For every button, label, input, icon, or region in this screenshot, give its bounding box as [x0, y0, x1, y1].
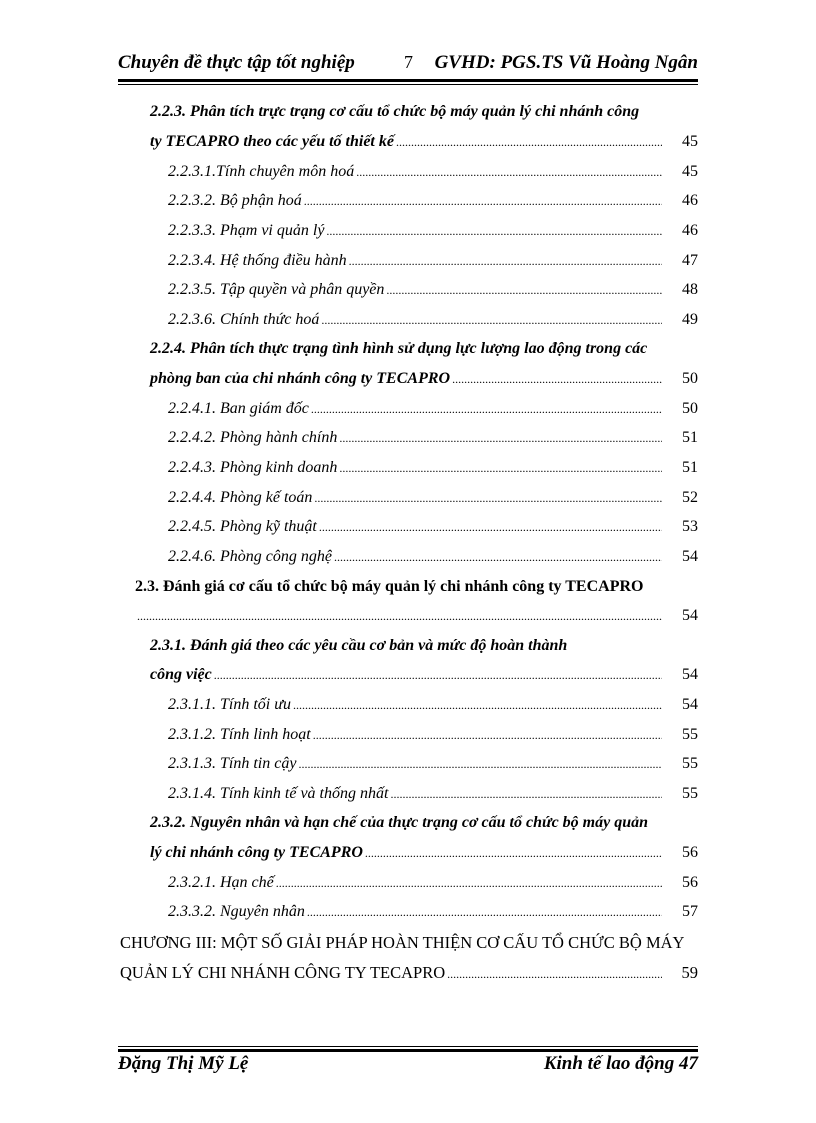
toc-leader-dots [339, 429, 662, 447]
toc-page-number: 49 [682, 311, 698, 328]
toc-page-number: 59 [681, 963, 698, 982]
page-header [118, 50, 698, 78]
toc-entry[interactable] [168, 726, 698, 752]
toc-entry[interactable] [168, 518, 698, 544]
toc-entry[interactable] [135, 607, 698, 633]
toc-entry[interactable] [168, 252, 698, 278]
toc-entry[interactable] [168, 903, 698, 929]
toc-entry-text: CHƯƠNG III: MỘT SỐ GIẢI PHÁP HOÀN THIỆN CƠ CẤU TỔ CHỨC BỘ MÁY [120, 933, 685, 952]
toc-entry-text: QUẢN LÝ CHI NHÁNH CÔNG TY TECAPRO [120, 963, 446, 982]
toc-entry-text: công việc [150, 666, 212, 683]
toc-leader-dots [321, 311, 662, 329]
toc-entry[interactable] [168, 311, 698, 337]
toc-entry[interactable] [150, 133, 698, 159]
toc-entry[interactable] [168, 163, 698, 189]
toc-entry[interactable] [168, 755, 698, 781]
toc-leader-dots [314, 489, 662, 507]
toc-entry-text: 2.3.1.3. Tính tin cậy [168, 755, 297, 772]
page-footer [118, 1053, 698, 1081]
toc-page-number: 56 [682, 874, 698, 891]
toc-entry[interactable] [168, 874, 698, 900]
toc-leader-dots [313, 726, 662, 744]
toc-entry-text: 2.2.3.2. Bộ phận hoá [168, 192, 302, 209]
toc-leader-dots [326, 222, 662, 240]
header-rule-thin [118, 84, 698, 85]
toc-leader-dots [307, 903, 662, 921]
footer-rule [118, 1049, 698, 1052]
toc-entry-text: 2.2.3.5. Tập quyền và phân quyền [168, 281, 385, 298]
toc-page-number: 54 [682, 666, 698, 683]
toc-entry-text: 2.2.3.6. Chính thức hoá [168, 311, 320, 328]
toc-entry-text: 2.2.3.1.Tính chuyên môn hoá [168, 163, 355, 180]
toc-leader-dots [293, 696, 662, 714]
toc-page-number: 50 [682, 370, 698, 387]
toc-entry[interactable] [150, 103, 698, 129]
toc-entry-text: 2.2.4.2. Phòng hành chính [168, 429, 338, 446]
header-advisor: GVHD: PGS.TS Vũ Hoàng Ngân [434, 52, 698, 73]
footer-class: Kinh tế lao động 47 [543, 1053, 698, 1074]
toc-leader-dots [304, 192, 662, 210]
toc-leader-dots [214, 666, 662, 684]
toc-entry[interactable] [168, 192, 698, 218]
toc-leader-dots [137, 607, 662, 625]
toc-leader-dots [298, 755, 662, 773]
toc-entry-text: 2.2.3.3. Phạm vi quản lý [168, 222, 325, 239]
toc-page-number: 50 [682, 400, 698, 417]
toc-page-number: 52 [682, 489, 698, 506]
toc-entry[interactable] [168, 785, 698, 811]
toc-leader-dots [452, 370, 662, 388]
toc-entry[interactable] [120, 933, 698, 959]
toc-entry-text: 2.2.4.3. Phòng kinh doanh [168, 459, 338, 476]
toc-leader-dots [319, 518, 662, 536]
toc-entry[interactable] [168, 489, 698, 515]
toc-entry-text: 2.2.4.1. Ban giám đốc [168, 400, 309, 417]
toc-page-number: 45 [682, 163, 698, 180]
toc-page-number: 53 [682, 518, 698, 535]
toc-page-number: 54 [682, 607, 698, 624]
toc-entry-text: 2.3.2.1. Hạn chế [168, 874, 274, 891]
toc-page-number: 51 [682, 429, 698, 446]
toc-page-number: 56 [682, 844, 698, 861]
toc-entry[interactable] [168, 459, 698, 485]
toc-entry[interactable] [168, 281, 698, 307]
toc-leader-dots [356, 163, 662, 181]
toc-page-number: 57 [682, 903, 698, 920]
toc-leader-dots [349, 252, 662, 270]
toc-entry[interactable] [150, 340, 698, 366]
toc-entry-text: 2.2.3.4. Hệ thống điều hành [168, 252, 347, 269]
toc-page-number: 47 [682, 252, 698, 269]
toc-entry-text: phòng ban của chi nhánh công ty TECAPRO [150, 370, 451, 387]
toc-entry[interactable] [150, 814, 698, 840]
toc-leader-dots [365, 844, 662, 862]
toc-entry[interactable] [168, 548, 698, 574]
footer-rule-thin [118, 1046, 698, 1047]
toc-entry-text: 2.3.1.1. Tính tối ưu [168, 696, 291, 713]
toc-entry-text: lý chi nhánh công ty TECAPRO [150, 844, 363, 861]
header-page-number: 7 [404, 52, 413, 72]
toc-entry[interactable] [150, 666, 698, 692]
toc-page-number: 46 [682, 222, 698, 239]
toc-entry-text: 2.2.4. Phân tích thực trạng tình hình sử dụng lực lượng lao động trong các [150, 340, 648, 357]
toc-page-number: 54 [682, 696, 698, 713]
toc-entry-text: 2.3.2. Nguyên nhân và hạn chế của thực trạng cơ cấu tổ chức bộ máy quản [150, 814, 649, 831]
header-rule [118, 79, 698, 82]
toc-entry[interactable] [168, 696, 698, 722]
toc-entry[interactable] [168, 400, 698, 426]
toc-entry[interactable] [120, 963, 698, 989]
toc-entry[interactable] [135, 578, 698, 604]
toc-leader-dots [311, 400, 662, 418]
toc-leader-dots [276, 874, 662, 892]
toc-leader-dots [447, 963, 662, 983]
toc-entry-text: ty TECAPRO theo các yếu tố thiết kế [150, 133, 394, 150]
toc-entry[interactable] [150, 637, 698, 663]
toc-leader-dots [334, 548, 662, 566]
toc-entry-text: 2.2.4.4. Phòng kế toán [168, 489, 313, 506]
toc-leader-dots [390, 785, 662, 803]
toc-entry-text: 2.2.4.6. Phòng công nghệ [168, 548, 332, 565]
toc-entry-text: 2.3.1. Đánh giá theo các yêu cầu cơ bản và mức độ hoàn thành [150, 637, 568, 654]
toc-entry-text: 2.2.3. Phân tích trực trạng cơ cấu tổ chức bộ máy quản lý chi nhánh công [150, 103, 640, 120]
toc-leader-dots [386, 281, 662, 299]
toc-leader-dots [396, 133, 662, 151]
toc-entry-text: 2.3. Đánh giá cơ cấu tổ chức bộ máy quản lý chi nhánh công ty TECAPRO [135, 578, 644, 595]
toc-entry[interactable] [168, 222, 698, 248]
toc-entry[interactable] [168, 429, 698, 455]
toc-page-number: 48 [682, 281, 698, 298]
toc-page-number: 51 [682, 459, 698, 476]
header-title: Chuyên đề thực tập tốt nghiệp [118, 52, 355, 73]
toc-entry[interactable] [150, 844, 698, 870]
toc-leader-dots [339, 459, 662, 477]
toc-entry-text: 2.2.4.5. Phòng kỹ thuật [168, 518, 317, 535]
toc-page-number: 46 [682, 192, 698, 209]
toc-page-number: 55 [682, 785, 698, 802]
toc-page-number: 55 [682, 726, 698, 743]
toc-page-number: 45 [682, 133, 698, 150]
toc-entry-text: 2.3.3.2. Nguyên nhân [168, 903, 305, 920]
footer-author: Đặng Thị Mỹ Lệ [118, 1053, 249, 1074]
toc-page-number: 55 [682, 755, 698, 772]
toc-page-number: 54 [682, 548, 698, 565]
toc-entry[interactable] [150, 370, 698, 396]
toc-entry-text: 2.3.1.2. Tính linh hoạt [168, 726, 311, 743]
toc-entry-text: 2.3.1.4. Tính kinh tế và thống nhất [168, 785, 389, 802]
